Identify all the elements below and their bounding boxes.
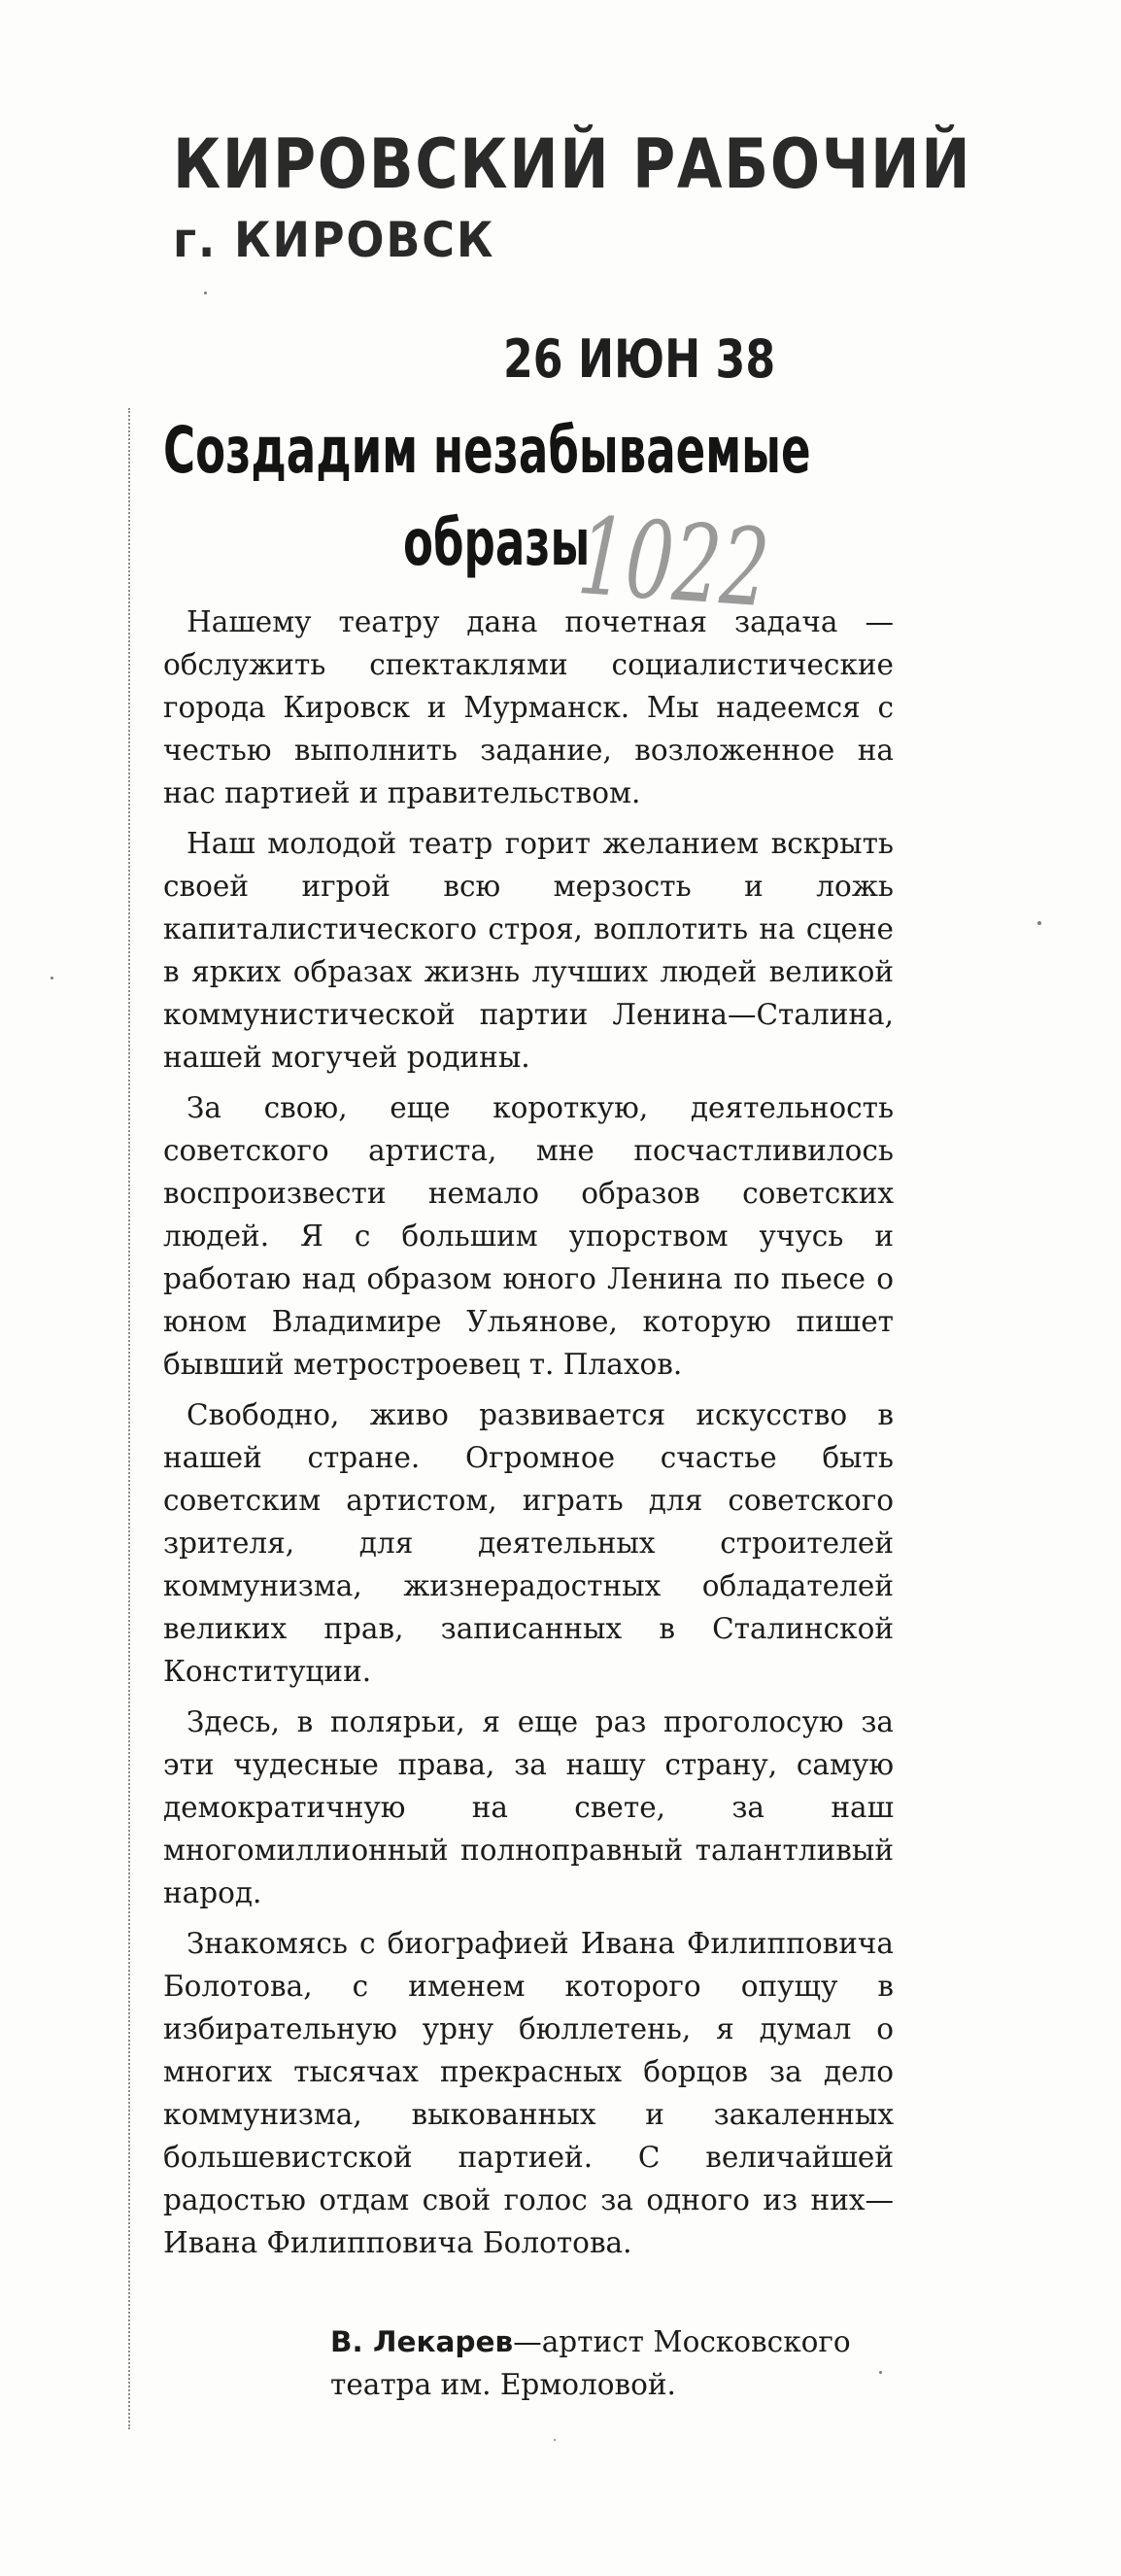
print-speck: [204, 292, 207, 294]
column-rule: [128, 408, 131, 2429]
author-role: —артист Московского театра им. Ермоловой.: [330, 2325, 851, 2401]
paragraph: Нашему театру дана почетная задача — обслужить спектаклями социалистические города Кировск и Мурманск. Мы надеемся с честью выполнить задание, возложенное на нас партией и правительством.: [163, 605, 894, 809]
print-speck: [51, 977, 53, 979]
date-stamp: 26 ИЮН 38: [503, 328, 776, 390]
author-name: В. Лекарев: [330, 2325, 514, 2358]
publication-stamp: КИРОВСКИЙ РАБОЧИЙ: [173, 124, 972, 204]
signature: [330, 2320, 913, 2406]
paragraph: Знакомясь с биографией Ивана Филипповича Болотова, с именем которого опущу в избирательную урну бюллетень, я думал о многих тысячах прекрасных борцов за дело коммунизма, выкованных и закаленных большевистской партией. С величайшей радостью отдам свой голос за одного из них—Ивана Филипповича Болотова.: [163, 1927, 894, 2259]
paragraph: Наш молодой театр горит желанием вскрыть своей игрой всю мерзость и ложь капиталистического строя, воплотить на сцене в ярких образах жизнь лучших людей великой коммунистической партии Ленина—Сталина, нашей могучей родины.: [163, 827, 894, 1074]
city-stamp: г. КИРОВСК: [173, 212, 495, 268]
headline-line-2: образы: [403, 505, 591, 580]
paragraph: За свою, еще короткую, деятельность советского артиста, мне посчастливилось воспроизвести немало образов советских людей. Я с большим упорством учусь и работаю над образом юного Ленина по пьесе о юном Владимире Ульянове, которую пишет бывший метростроевец т. Плахов.: [163, 1091, 894, 1381]
article-body: [163, 601, 894, 2272]
paragraph: Здесь, в полярьи, я еще раз проголосую за эти чудесные права, за нашу страну, самую демократичную на свете, за наш многомиллионный полноправный талантливый народ.: [163, 1705, 894, 1909]
paragraph: Свободно, живо развивается искусство в нашей стране. Огромное счастье быть советским артистом, играть для советского зрителя, для деятельных строителей коммунизма, жизнерадостных обладателей великих прав, записанных в Сталинской Конституции.: [163, 1398, 894, 1688]
headline-line-1: Создадим незабываемые: [163, 413, 811, 488]
print-speck: [1037, 921, 1041, 925]
print-speck: [554, 2439, 556, 2441]
handwritten-catalog-number: 1022: [574, 494, 773, 632]
print-speck: [879, 2371, 882, 2374]
